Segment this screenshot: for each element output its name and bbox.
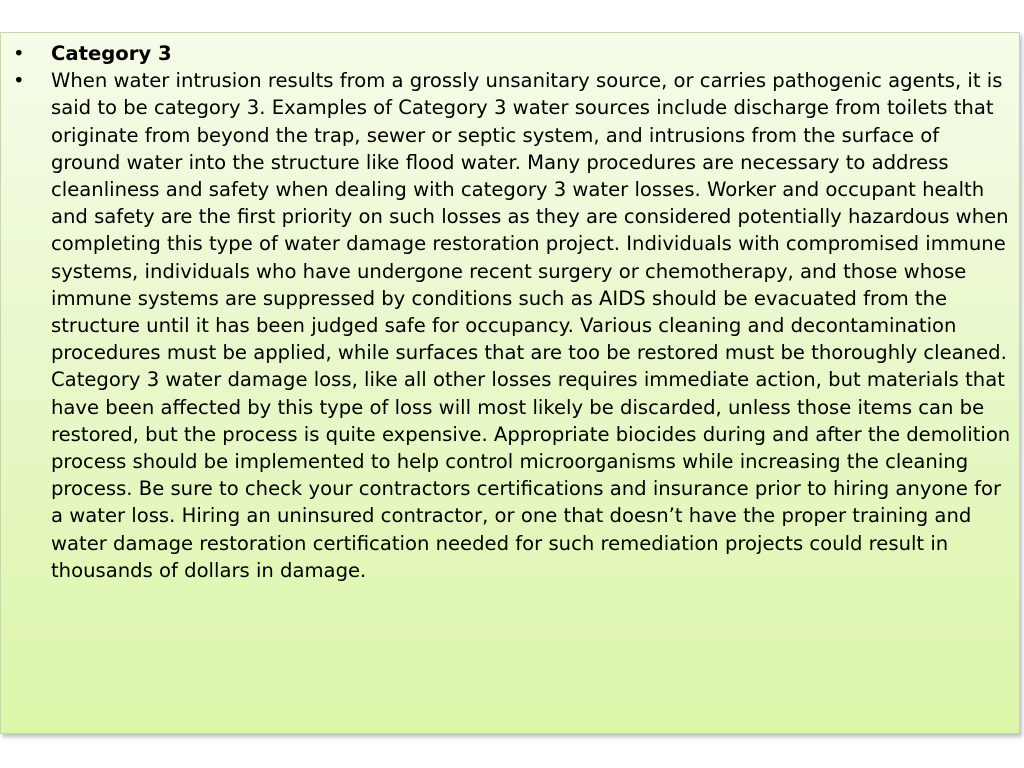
body-text: When water intrusion results from a grossly unsanitary source, or carries pathogenic agents, it is said to be category 3. Examples of Category 3 water sources include discharge from toilets that originate from beyond the trap, sewer or septic system, and intrusions from the surface of ground water into the structure like flood water. Many procedures are necessary to address cleanliness and safety when dealing with category 3 water losses. Worker and occupant health and safety are the first priority on such losses as they are considered potentially hazardous when completing this type of water damage restoration project. Individuals with compromised immune systems, individuals who have undergone recent surgery or chemotherapy, and those whose immune systems are suppressed by conditions such as AIDS should be evacuated from the structure until it has been judged safe for occupancy. Various cleaning and decontamination procedures must be applied, while surfaces that are too be restored must be thoroughly cleaned. Category 3 water damage loss, like all other losses requires immediate action, but materials that have been affected by this type of loss will most likely be discarded, unless those items can be restored, but the process is quite expensive. Appropriate biocides during and after the demolition process should be implemented to help control microorganisms while increasing the cleaning process. Be sure to check your contractors certifications and insurance prior to hiring anyone for a water loss. Hiring an uninsured contractor, or one that doesn’t have the proper training and water damage restoration certification needed for such remediation projects could result in thousands of dollars in damage. [51,69,1011,582]
bullet-item-body [1,67,1013,584]
bullet-marker: • [13,42,25,65]
heading-text: Category 3 [51,42,172,65]
bullet-list [1,40,1013,584]
content-box [0,32,1020,734]
bullet-item-heading [1,40,1013,67]
bullet-marker: • [13,69,25,93]
